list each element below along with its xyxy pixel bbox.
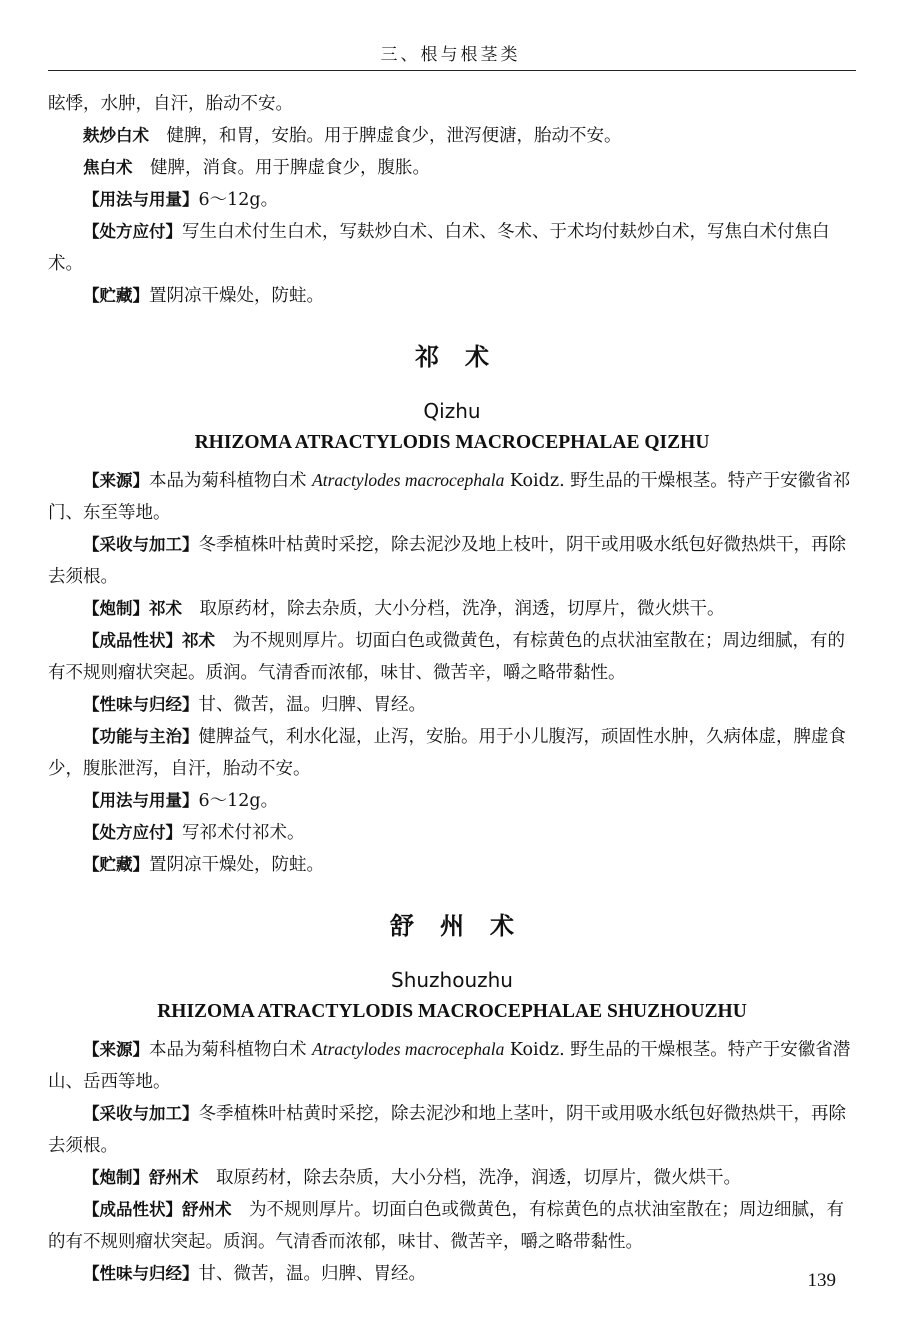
shuzhouzhu-latin-name: RHIZOMA ATRACTYLODIS MACROCEPHALAE SHUZHOUZHU (157, 1001, 747, 1022)
fuchao-text: 健脾，和胃，安胎。用于脾虚食少，泄泻便溏，胎动不安。 (166, 126, 622, 146)
jiao-entry (48, 152, 856, 184)
qizhu-nature (48, 689, 856, 721)
shuzhouzhu-title: 舒州术 (390, 912, 540, 940)
intro-storage (48, 280, 856, 312)
shuzhouzhu-pinyin: Shuzhouzhu (391, 968, 513, 992)
character-label: 【成品性状】 (83, 1200, 182, 1219)
usage-label: 【用法与用量】 (83, 190, 199, 209)
qizhu-latin-name: RHIZOMA ATRACTYLODIS MACROCEPHALAE QIZHU (194, 432, 710, 453)
character-name: 祁术 (182, 631, 215, 650)
jiao-text: 健脾，消食。用于脾虚食少，腹胀。 (150, 158, 430, 178)
qizhu-processing (48, 593, 856, 625)
source-text-rest: Koidz. 野生品的干燥根茎。特产于安徽省祁门、东至等地。 (48, 471, 851, 523)
intro-usage (48, 184, 856, 216)
species-name: Atractylodes macrocephala (312, 470, 505, 490)
qizhu-harvest (48, 529, 856, 593)
usage-text: 6～12g。 (198, 190, 279, 210)
source-text: 本品为菊科植物白术 (149, 1040, 313, 1060)
storage-label: 【贮藏】 (83, 286, 149, 305)
harvest-label: 【采收与加工】 (83, 1104, 199, 1123)
qizhu-source (48, 464, 856, 529)
harvest-label: 【采收与加工】 (83, 535, 199, 554)
intro-line: 眩悸，水肿，自汗，胎动不安。 (48, 94, 293, 114)
character-text: 为不规则厚片。切面白色或微黄色，有棕黄色的点状油室散在；周边细腻，有的有不规则瘤状突起。质润。气清香而浓郁，味甘、微苦辛，嚼之略带黏性。 (48, 631, 845, 683)
function-label: 【功能与主治】 (83, 727, 199, 746)
nature-text: 甘、微苦，温。归脾、胃经。 (198, 695, 426, 715)
page-number: 139 (807, 1270, 836, 1291)
running-head: 三、根与根茎类 (380, 45, 521, 65)
qizhu-character (48, 625, 856, 689)
storage-text: 置阴凉干燥处，防蛀。 (149, 286, 324, 306)
storage-label: 【贮藏】 (83, 855, 149, 874)
prescription-text: 写祁术付祁术。 (182, 823, 305, 843)
species-name: Atractylodes macrocephala (312, 1039, 505, 1059)
processing-label: 【炮制】 (83, 599, 149, 618)
prescription-label: 【处方应付】 (83, 823, 182, 842)
processing-name: 舒州术 (149, 1168, 199, 1187)
harvest-text: 冬季植株叶枯黄时采挖，除去泥沙和地上茎叶，阴干或用吸水纸包好微热烘干，再除去须根。 (48, 1104, 846, 1156)
shuzhouzhu-harvest (48, 1098, 856, 1162)
source-text-rest: Koidz. 野生品的干燥根茎。特产于安徽省潜山、岳西等地。 (48, 1040, 851, 1092)
function-text: 健脾益气，利水化湿，止泻，安胎。用于小儿腹泻，顽固性水肿，久病体虚，脾虚食少，腹胀泄泻，自汗，胎动不安。 (48, 727, 846, 779)
source-label: 【来源】 (83, 471, 149, 490)
shuzhouzhu-character (48, 1194, 856, 1258)
usage-text: 6～12g。 (198, 791, 279, 811)
processing-text: 取原药材，除去杂质，大小分档，洗净，润透，切厚片，微火烘干。 (199, 599, 725, 619)
processing-name: 祁术 (149, 599, 182, 618)
header-rule (48, 70, 856, 71)
source-label: 【来源】 (83, 1040, 149, 1059)
character-label: 【成品性状】 (83, 631, 182, 650)
shuzhouzhu-nature (48, 1258, 856, 1290)
qizhu-pinyin: Qizhu (423, 399, 481, 423)
processing-text: 取原药材，除去杂质，大小分档，洗净，润透，切厚片，微火烘干。 (216, 1168, 741, 1188)
jiao-label: 焦白术 (83, 158, 133, 177)
prescription-text: 写生白术付生白术，写麸炒白术、白术、冬术、于术均付麸炒白术，写焦白术付焦白术。 (48, 222, 830, 274)
qizhu-usage (48, 785, 856, 817)
shuzhouzhu-processing (48, 1162, 856, 1194)
qizhu-function (48, 721, 856, 785)
source-text: 本品为菊科植物白术 (149, 471, 313, 491)
processing-label: 【炮制】 (83, 1168, 149, 1187)
usage-label: 【用法与用量】 (83, 791, 199, 810)
qizhu-storage (48, 849, 856, 881)
shuzhouzhu-source (48, 1033, 856, 1098)
storage-text: 置阴凉干燥处，防蛀。 (149, 855, 324, 875)
nature-text: 甘、微苦，温。归脾、胃经。 (198, 1264, 426, 1284)
nature-label: 【性味与归经】 (83, 695, 199, 714)
prescription-label: 【处方应付】 (83, 222, 182, 241)
qizhu-title: 祁术 (415, 343, 515, 371)
fuchao-label: 麸炒白术 (83, 126, 149, 145)
intro-prescription (48, 216, 856, 280)
character-text: 为不规则厚片。切面白色或微黄色，有棕黄色的点状油室散在；周边细腻，有的有不规则瘤状突起。质润。气清香而浓郁，味甘、微苦辛，嚼之略带黏性。 (48, 1200, 844, 1252)
character-name: 舒州术 (182, 1200, 232, 1219)
harvest-text: 冬季植株叶枯黄时采挖，除去泥沙及地上枝叶，阴干或用吸水纸包好微热烘干，再除去须根。 (48, 535, 846, 587)
fuchao-entry (48, 120, 856, 152)
qizhu-prescription (48, 817, 856, 849)
page-body (48, 88, 856, 1290)
nature-label: 【性味与归经】 (83, 1264, 199, 1283)
